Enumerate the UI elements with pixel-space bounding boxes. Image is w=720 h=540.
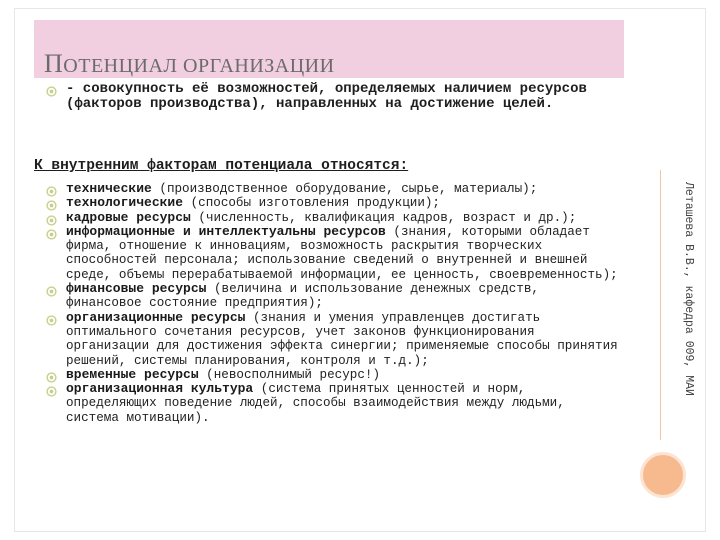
slide-title (44, 43, 335, 80)
title-first-letter: П (44, 49, 64, 78)
factor-culture (46, 382, 620, 425)
factor-desc: (производственное оборудование, сырье, материалы); (151, 182, 538, 196)
factor-name: информационные и интеллектуальны ресурсов (66, 223, 386, 239)
factor-name: финансовые ресурсы (66, 281, 207, 297)
factor-name: организационные ресурсы (66, 309, 246, 325)
factor-desc: (величина и использование денежных средств, финансовое состояние предприятия); (66, 282, 539, 311)
title-rest: ОТЕНЦИАЛ ОРГАНИЗАЦИИ (63, 55, 335, 77)
side-caption: Леташева В.В., кафедра 009, МАИ (682, 182, 695, 396)
factor-personnel (46, 211, 620, 225)
factor-organizational (46, 311, 620, 368)
bullet-icon (46, 386, 57, 397)
factor-desc: (система принятых ценностей и норм, определяющих поведение людей, способы взаимодействия между людьми, система мотивации). (66, 382, 565, 425)
factor-time (46, 368, 620, 382)
factor-technological (46, 196, 620, 210)
factor-desc: (способы изготовления продукции); (183, 196, 440, 211)
definition-item (46, 82, 626, 112)
bullet-icon (46, 286, 57, 297)
bullet-icon (46, 86, 57, 97)
factor-desc: (знания, которыми обладает фирма, отношение к инновациям, возможность раскрытия творческих способностей персонала; использование сведений о внутренней и внешней среде, объемы перерабатываемой информации, ее ценность, своевременность); (66, 224, 618, 282)
decorative-circle (640, 452, 686, 498)
factor-name: кадровые ресурсы (66, 209, 191, 225)
bullet-icon (46, 315, 57, 326)
factor-name: технологические (66, 195, 184, 211)
factor-desc: (невосполнимый ресурс!) (198, 367, 381, 382)
side-divider (660, 170, 661, 440)
section-heading: К внутренним факторам потенциала относятся: (34, 158, 409, 174)
definition-text: - совокупность её возможностей, определяемых наличием ресурсов (факторов производства), направленных на достижение целей. (66, 81, 587, 112)
factor-name: технические (66, 181, 152, 196)
factor-name: организационная культура (66, 381, 254, 397)
factors-list (46, 182, 620, 425)
bullet-icon (46, 229, 57, 240)
factor-technical (46, 182, 620, 196)
factor-desc: (численность, квалификация кадров, возраст и др.); (190, 210, 577, 225)
factor-desc: (знания и умения управленцев достигать оптимального сочетания ресурсов, учет законов функционирования организации для достижения эффекта синергии; применяемые способы принятия решений, системы планирования, контроля и т.д.); (66, 310, 618, 368)
factor-financial (46, 282, 620, 311)
factor-name: временные ресурсы (66, 366, 199, 382)
factor-information (46, 225, 620, 282)
